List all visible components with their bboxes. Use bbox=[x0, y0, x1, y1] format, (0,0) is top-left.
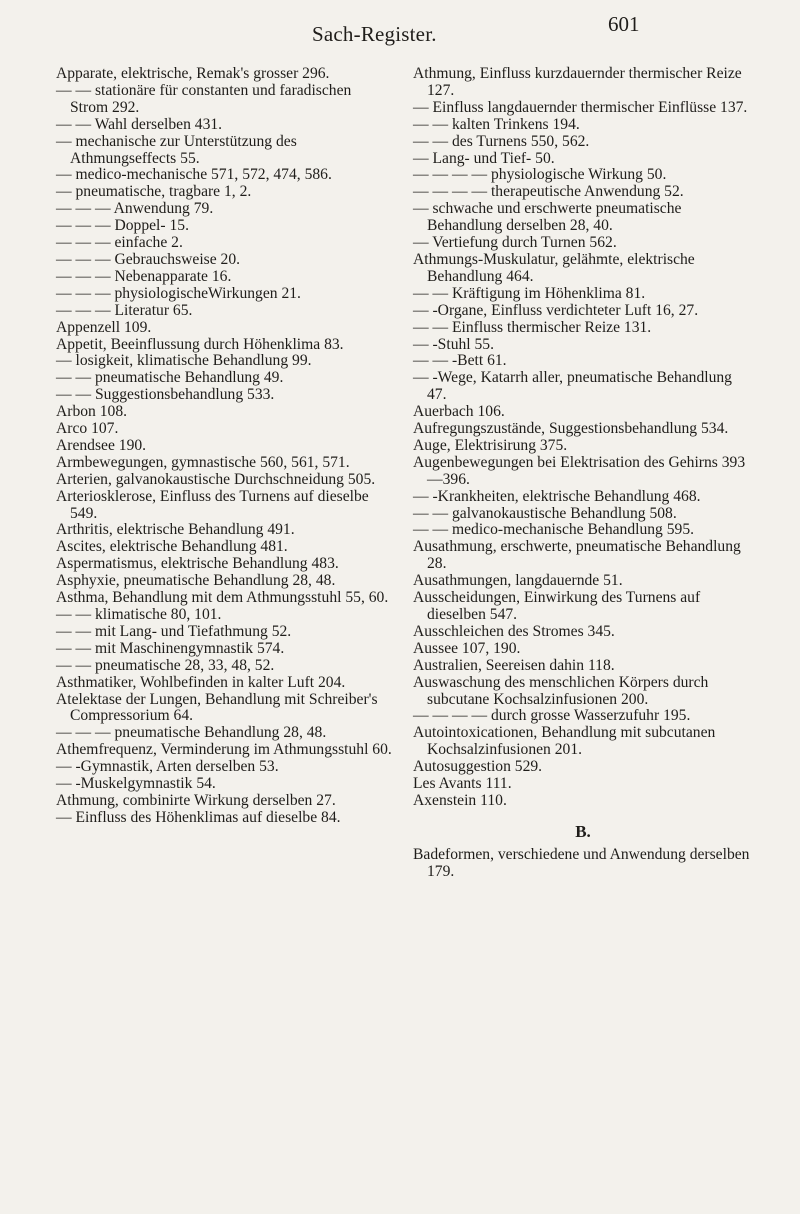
index-entry: — Lang- und Tief- 50. bbox=[413, 149, 555, 167]
index-entry: Ausschleichen des Stromes 345. bbox=[413, 622, 615, 640]
index-entry: Auswaschung des menschlichen Körpers durch subcutane Kochsalzinfusionen 200. bbox=[413, 673, 709, 708]
index-entry: Arterien, galvanokaustische Durchschneidung 505. bbox=[56, 470, 376, 488]
index-entry: — -Wege, Katarrh aller, pneumatische Behandlung 47. bbox=[413, 369, 732, 404]
index-entry: — — pneumatische Behandlung 49. bbox=[56, 369, 284, 387]
index-entry: — — galvanokaustische Behandlung 508. bbox=[413, 504, 677, 522]
index-entry: Arbon 108. bbox=[56, 403, 128, 421]
index-entry: Autosuggestion 529. bbox=[413, 758, 543, 776]
index-entry: Appetit, Beeinflussung durch Höhenklima 83. bbox=[56, 335, 344, 353]
index-entry: Asphyxie, pneumatische Behandlung 28, 48. bbox=[56, 572, 336, 590]
index-entry: — -Krankheiten, elektrische Behandlung 468. bbox=[413, 487, 701, 505]
index-entry: — — — Doppel- 15. bbox=[56, 217, 189, 235]
index-entry: — — — Gebrauchsweise 20. bbox=[56, 250, 241, 268]
index-entry: — losigkeit, klimatische Behandlung 99. bbox=[56, 352, 312, 370]
index-entry: — — kalten Trinkens 194. bbox=[413, 115, 580, 133]
index-entry: — — medico-mechanische Behandlung 595. bbox=[413, 521, 695, 539]
index-entry: Australien, Seereisen dahin 118. bbox=[413, 656, 615, 674]
index-entry: — medico-mechanische 571, 572, 474, 586. bbox=[56, 166, 332, 184]
index-entry: — Einfluss langdauernder thermischer Einflüsse 137. bbox=[413, 98, 748, 116]
index-entry: Armbewegungen, gymnastische 560, 561, 571. bbox=[56, 453, 350, 471]
index-entry: Aufregungszustände, Suggestionsbehandlung 534. bbox=[413, 420, 729, 438]
index-entry: Aspermatismus, elektrische Behandlung 483. bbox=[56, 555, 339, 573]
index-entry: Les Avants 111. bbox=[413, 775, 512, 793]
index-entry: Ausathmung, erschwerte, pneumatische Behandlung 28. bbox=[413, 538, 741, 573]
index-entry: Axenstein 110. bbox=[413, 791, 507, 809]
index-entry: Asthmatiker, Wohlbefinden in kalter Luft 204. bbox=[56, 673, 346, 691]
section-letter-b: B. bbox=[575, 821, 591, 841]
index-entry: — — stationäre für constanten und faradischen Strom 292. bbox=[56, 81, 352, 116]
index-entry: — — — pneumatische Behandlung 28, 48. bbox=[56, 724, 327, 742]
index-entry: — — mit Maschinengymnastik 574. bbox=[56, 639, 285, 657]
index-entry: — — — einfache 2. bbox=[56, 234, 183, 252]
index-entry: — mechanische zur Unterstützung des Athmungseffects 55. bbox=[56, 132, 297, 167]
index-entry: Arendsee 190. bbox=[56, 436, 147, 454]
index-entry: Atelektase der Lungen, Behandlung mit Schreiber's Compressorium 64. bbox=[56, 690, 378, 725]
index-entry: Arco 107. bbox=[56, 420, 119, 438]
index-entry: — — — physiologischeWirkungen 21. bbox=[56, 284, 301, 302]
index-entry: — — klimatische 80, 101. bbox=[56, 606, 222, 623]
index-entry: Athmung, Einfluss kurzdauernder thermischer Reize 127. bbox=[413, 65, 742, 99]
index-entry: Ausscheidungen, Einwirkung des Turnens auf dieselben 547. bbox=[413, 589, 701, 623]
index-entry: — — — — durch grosse Wasserzufuhr 195. bbox=[413, 707, 691, 725]
index-entry: — — des Turnens 550, 562. bbox=[413, 132, 590, 150]
index-entry: Auge, Elektrisirung 375. bbox=[413, 436, 568, 454]
running-title: Sach-Register. bbox=[312, 22, 437, 46]
index-entry: Ausathmungen, langdauernde 51. bbox=[413, 572, 623, 590]
index-entry: — — Suggestionsbehandlung 533. bbox=[56, 386, 275, 404]
index-entry: Asthma, Behandlung mit dem Athmungsstuhl 55, 60. bbox=[56, 589, 389, 607]
index-entry: — — — — therapeutische Anwendung 52. bbox=[413, 183, 684, 201]
index-entry: — — Kräftigung im Höhenklima 81. bbox=[413, 284, 646, 302]
page-number: 601 bbox=[608, 12, 640, 36]
index-entry: — -Organe, Einfluss verdichteter Luft 16, 27. bbox=[413, 301, 699, 319]
index-entry: — — pneumatische 28, 33, 48, 52. bbox=[56, 656, 275, 674]
index-entry: Ascites, elektrische Behandlung 481. bbox=[56, 538, 288, 556]
index-entry: — — Einfluss thermischer Reize 131. bbox=[413, 318, 652, 336]
index-entry: — — -Bett 61. bbox=[413, 352, 507, 370]
index-column-left bbox=[56, 66, 392, 827]
index-entry: — -Muskelgymnastik 54. bbox=[56, 775, 216, 793]
index-entry: Arteriosklerose, Einfluss des Turnens auf dieselbe 549. bbox=[56, 487, 369, 522]
index-entry: — — Wahl derselben 431. bbox=[56, 115, 223, 133]
index-entry: — -Stuhl 55. bbox=[413, 335, 495, 353]
index-entry: Athmung, combinirte Wirkung derselben 27. bbox=[56, 791, 336, 809]
index-entry: Autointoxicationen, Behandlung mit subcutanen Kochsalzinfusionen 201. bbox=[413, 724, 716, 759]
index-entry: Appenzell 109. bbox=[56, 318, 152, 336]
index-entry: Arthritis, elektrische Behandlung 491. bbox=[56, 521, 295, 539]
index-entry: — Vertiefung durch Turnen 562. bbox=[413, 234, 617, 252]
index-entry: — schwache und erschwerte pneumatische Behandlung derselben 28, 40. bbox=[413, 200, 682, 235]
index-entry: — — — — physiologische Wirkung 50. bbox=[413, 166, 667, 184]
index-entry: Athemfrequenz, Verminderung im Athmungsstuhl 60. bbox=[56, 741, 392, 759]
index-column-right bbox=[413, 66, 753, 881]
running-head bbox=[0, 12, 800, 52]
index-entry: — Einfluss des Höhenklimas auf dieselbe 84. bbox=[56, 808, 341, 826]
index-entry: Augenbewegungen bei Elektrisation des Gehirns 393—396. bbox=[413, 453, 746, 488]
index-entry: Athmungs-Muskulatur, gelähmte, elektrische Behandlung 464. bbox=[413, 250, 695, 285]
index-entry: — — — Literatur 65. bbox=[56, 301, 193, 319]
index-entry: Badeformen, verschiedene und Anwendung derselben 179. bbox=[413, 845, 750, 880]
index-entry: — — — Nebenapparate 16. bbox=[56, 267, 232, 285]
index-entry: — pneumatische, tragbare 1, 2. bbox=[56, 183, 252, 201]
index-entry: Auerbach 106. bbox=[413, 403, 505, 421]
index-entry: — -Gymnastik, Arten derselben 53. bbox=[56, 758, 279, 776]
index-entry: — — mit Lang- und Tiefathmung 52. bbox=[56, 622, 292, 640]
index-entry: Aussee 107, 190. bbox=[413, 639, 521, 657]
index-entry: Apparate, elektrische, Remak's grosser 296. bbox=[56, 65, 330, 82]
index-entry: — — — Anwendung 79. bbox=[56, 200, 214, 218]
